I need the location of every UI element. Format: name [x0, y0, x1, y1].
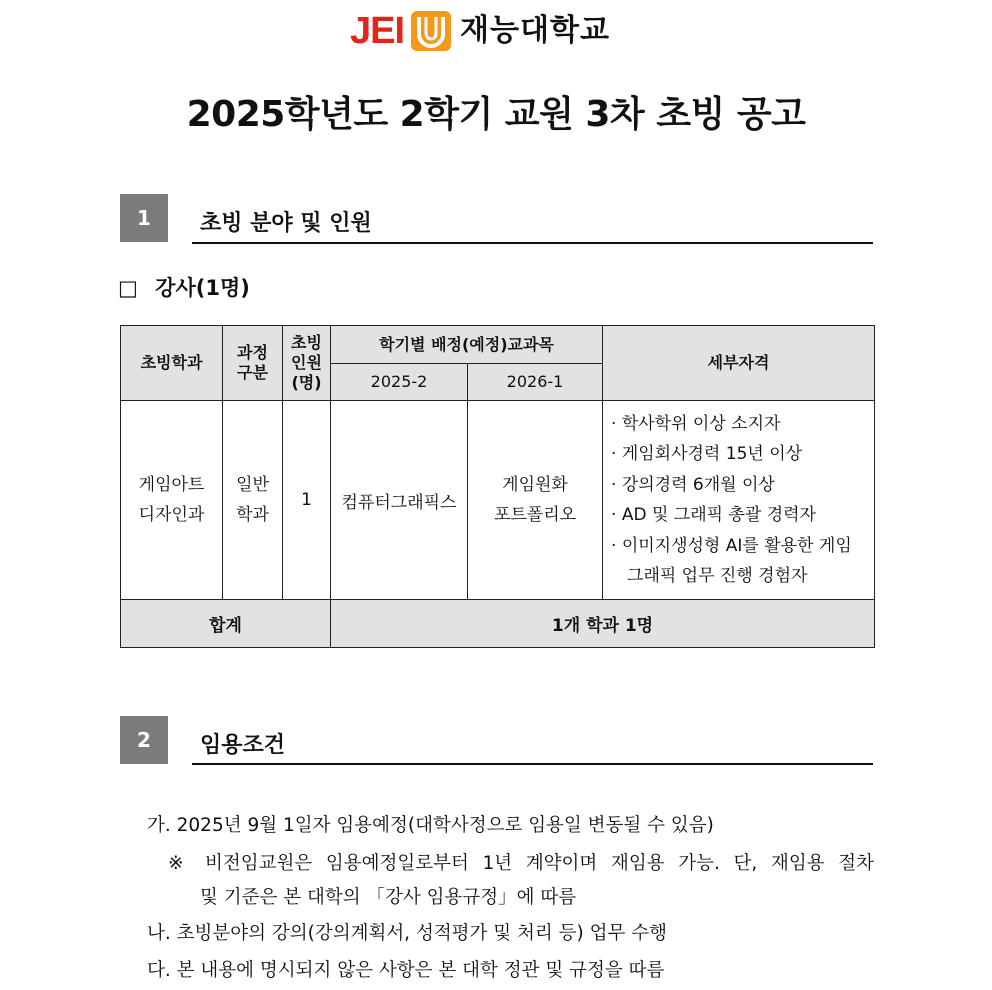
header-semester-2025-2: 2025-2	[331, 364, 468, 401]
cell-qualifications	[603, 401, 875, 600]
condition-note: ※ 비전임교원은 임용예정일로부터 1년 계약이며 재임용 가능. 단, 재임용 절차	[168, 853, 874, 874]
university-logo	[350, 8, 610, 54]
header-semester-2026-1: 2026-1	[468, 364, 603, 401]
header-qualifications: 세부자격	[603, 326, 875, 401]
checkbox-icon: □	[118, 276, 138, 300]
qualification-item: · 게임회사경력 15년 이상	[611, 444, 803, 464]
qualification-item: · 이미지생성형 AI를 활용한 게임	[611, 535, 852, 556]
qualification-item: · AD 및 그래픽 총괄 경력자	[611, 505, 816, 525]
table-row	[121, 401, 875, 600]
cell-department: 게임아트 디자인과	[121, 401, 223, 600]
section-1-title: 초빙 분야 및 인원	[200, 211, 372, 236]
total-value: 1개 학과 1명	[331, 600, 875, 648]
logo-university-name: 재능대학교	[460, 13, 610, 48]
qualification-item: · 학사학위 이상 소지자	[611, 413, 781, 434]
section-1-number: 1	[120, 194, 168, 242]
condition-da: 다. 본 내용에 명시되지 않은 사항은 본 대학 정관 및 규정을 따름	[147, 960, 665, 981]
cell-subject-2025-2: 컴퓨터그래픽스	[331, 401, 468, 600]
logo-mark-icon	[410, 10, 452, 52]
lecturer-subheading-text: 강사(1명)	[155, 276, 250, 300]
section-2-title: 임용조건	[200, 733, 286, 758]
section-1-rule	[192, 242, 873, 244]
header-subjects: 학기별 배정(예정)교과목	[331, 326, 603, 364]
lecturer-subheading	[118, 272, 250, 302]
qualification-item: · 강의경력 6개월 이상	[611, 474, 775, 495]
header-course-type: 과정 구분	[223, 326, 283, 401]
logo-jei-text: JEI	[350, 10, 405, 52]
header-headcount: 초빙 인원 (명)	[283, 326, 331, 401]
recruitment-table	[120, 325, 875, 648]
cell-headcount: 1	[283, 401, 331, 600]
cell-subject-2026-1: 게임원화 포트폴리오	[468, 401, 603, 600]
page-title: 2025학년도 2학기 교원 3차 초빙 공고	[186, 94, 806, 135]
total-label: 합계	[121, 600, 331, 648]
condition-na: 나. 초빙분야의 강의(강의계획서, 성적평가 및 처리 등) 업무 수행	[147, 923, 668, 944]
cell-course-type: 일반 학과	[223, 401, 283, 600]
header-department: 초빙학과	[121, 326, 223, 401]
qualification-item-continuation: 그래픽 업무 진행 경험자	[627, 566, 808, 586]
section-2-rule	[192, 763, 873, 765]
section-2-number: 2	[120, 716, 168, 764]
condition-ga: 가. 2025년 9월 1일자 임용예정(대학사정으로 임용일 변동될 수 있음)	[147, 815, 714, 836]
condition-note-continuation: 및 기준은 본 대학의 「강사 임용규정」에 따름	[200, 887, 577, 908]
